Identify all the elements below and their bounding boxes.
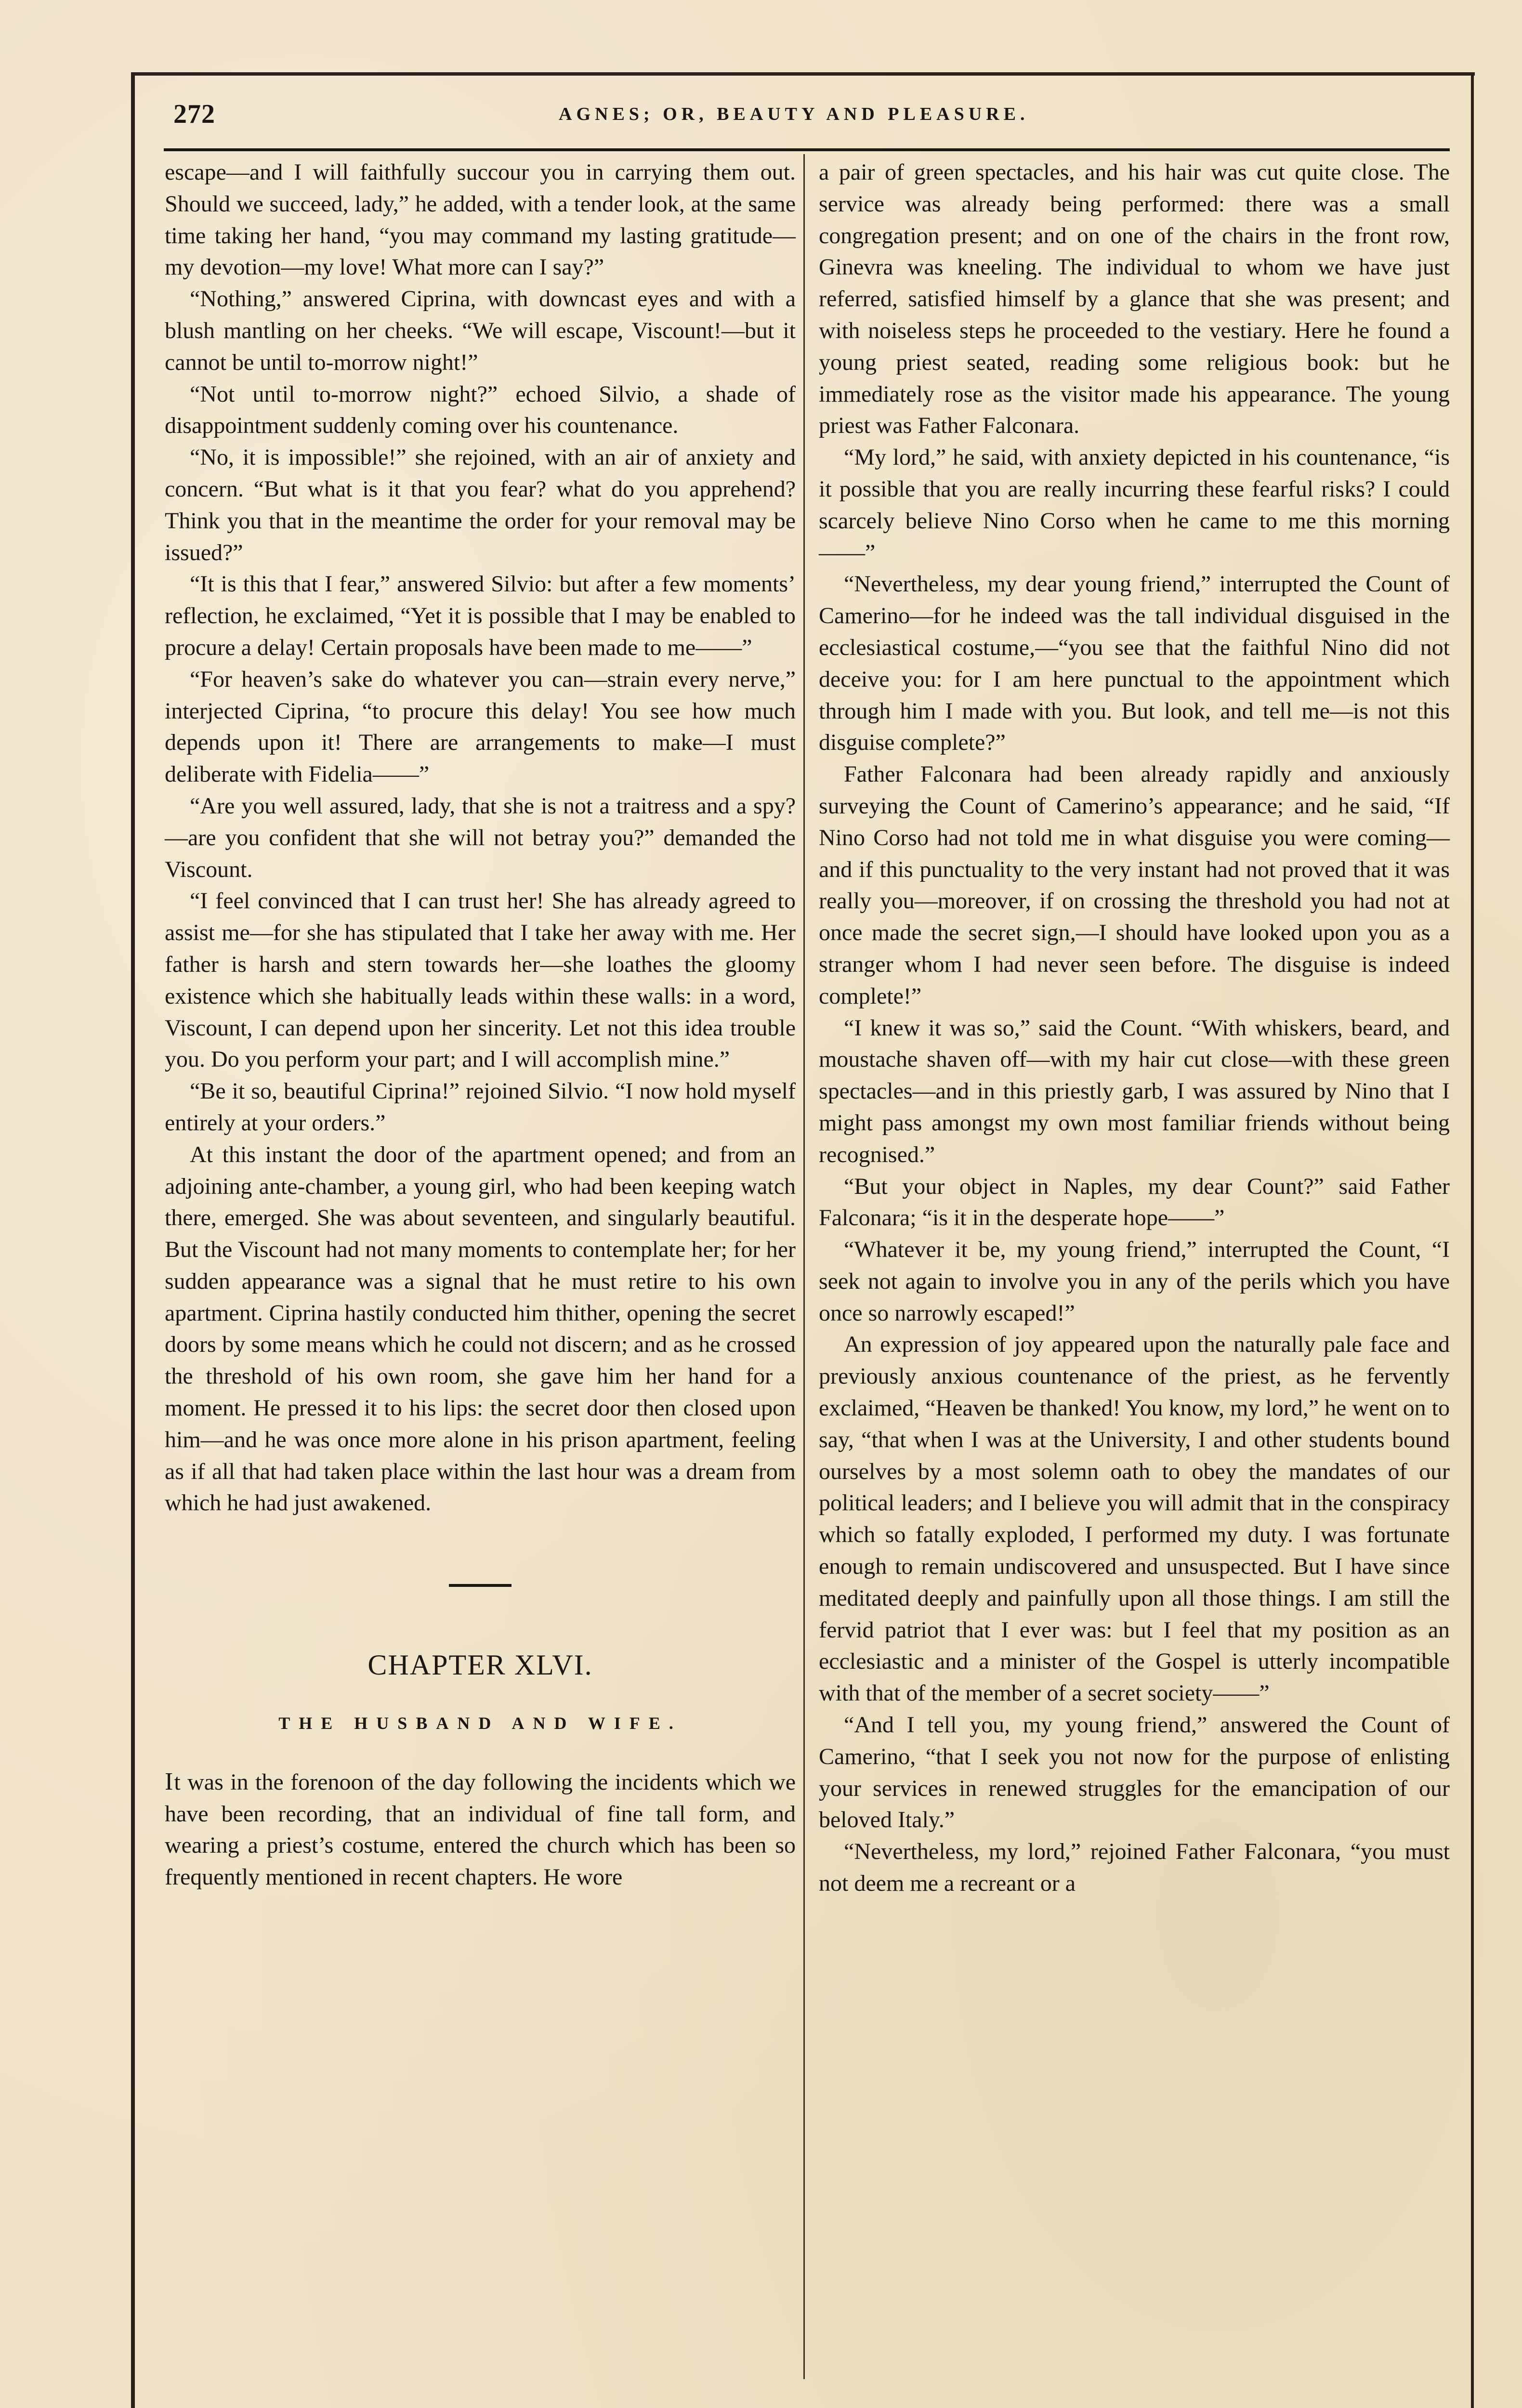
paragraph: “My lord,” he said, with anxiety depicted in his countenance, “is it possible that you are really incurring these fearful risks? I could scarcely believe Nino Corso when he came to me this morning——” (819, 445, 1450, 565)
paragraph: “Nevertheless, my dear young friend,” interrupted the Count of Camerino—for he indeed was the tall individual disguised in the ecclesiastical costume,—“you see that the faithful Nino did not deceive you: for I am here punctual to the appointment which through him I made with you. But look, and tell me—is not this disguise complete?” (819, 571, 1450, 756)
paragraph: escape—and I will faithfully succour you in carrying them out. Should we succeed, lady,” he added, with a tender look, at the same time taking her hand, “you may command my lasting gratitude—my devotion—my love! What more can I say?” (165, 159, 796, 280)
running-head: AGNES; OR, BEAUTY AND PLEASURE. (559, 104, 1029, 124)
paragraph: “Whatever it be, my young friend,” interrupted the Count, “I seek not again to involve you in any of the perils which you have once so narrowly escaped!” (819, 1237, 1450, 1326)
left-column (165, 157, 796, 1893)
chapter-break-rule (449, 1584, 512, 1587)
paragraph: “Not until to-morrow night?” echoed Silvio, a shade of disappointment suddenly coming over his countenance. (165, 381, 796, 439)
paragraph: “No, it is impossible!” she rejoined, with an air of anxiety and concern. “But what is it that you fear? what do you apprehend? Think you that in the meantime the order for your removal may be issued?” (165, 445, 796, 565)
paragraph: “It is this that I fear,” answered Silvio: but after a few moments’ reflection, he exclaimed, “Yet it is possible that I may be enabled to procure a delay! Certain proposals have been made to me——” (165, 571, 796, 660)
chapter-subtitle: THE HUSBAND AND WIFE. (278, 1714, 682, 1733)
paragraph: “For heaven’s sake do whatever you can—strain every nerve,” interjected Ciprina, “to procure this delay! You see how much depends upon it! There are arrangements to make—I must deliberate with Fidelia——” (165, 666, 796, 787)
paragraph: An expression of joy appeared upon the naturally pale face and previously anxious countenance of the priest, as he fervently exclaimed, “Heaven be thanked! You know, my lord,” he went on to say, “that when I was at the University, I and other students bound ourselves by a most solemn oath to obey the mandates of our political leaders; and I believe you will admit that in the conspiracy which so fatally exploded, I performed my duty. I was fortunate enough to remain undiscovered and unsuspected. But I have since meditated deeply and painfully upon all those things. I am still the fervid patriot that I ever was: but I feel that my position as an ecclesiastic and a minister of the Gospel is utterly incompatible with that of the member of a secret society——” (819, 1332, 1450, 1706)
paragraph: “I feel convinced that I can trust her! She has already agreed to assist me—for she has stipulated that I take her away with me. Her father is harsh and stern towards her—she loathes the gloomy existence which she habitually leads within these walls: in a word, Viscount, I can depend upon her sincerity. Let not this idea trouble you. Do you perform your part; and I will accomplish mine.” (165, 888, 796, 1073)
chapter-opening-paragraph: It was in the forenoon of the day following the incidents which we have been recording, that an individual of fine tall form, and wearing a priest’s costume, entered the church which has been so frequently mentioned in recent chapters. He wore (165, 1767, 796, 1890)
column-divider (803, 154, 805, 2379)
paragraph: At this instant the door of the apartment opened; and from an adjoining ante-chamber, a young girl, who had been keeping watch there, emerged. She was about seventeen, and singularly beautiful. But the Viscount had not many moments to contemplate her; for her sudden appearance was a signal that he must retire to his own apartment. Ciprina hastily conducted him thither, opening the secret doors by some means which he could not discern; and as he crossed the threshold of his own room, she gave him her hand for a moment. He pressed it to his lips: the secret door then closed upon him—and he was once more alone in his prison apartment, feeling as if all that had taken place within the last hour was a dream from which he had just awakened. (165, 1141, 796, 1516)
paragraph: “Nevertheless, my lord,” rejoined Father Falconara, “you must not deem me a recreant or a (819, 1839, 1450, 1897)
paragraph: “Be it so, beautiful Ciprina!” rejoined Silvio. “I now hold myself entirely at your orders.” (165, 1078, 796, 1136)
paragraph: a pair of green spectacles, and his hair was cut quite close. The service was already being performed: there was a small congregation present; and on one of the chairs in the front row, Ginevra was kneeling. The individual to whom we have just referred, satisfied himself by a glance that she was present; and with noiseless steps he proceeded to the vestiary. Here he found a young priest seated, reading some religious book: but he immediately rose as the visitor made his appearance. The young priest was Father Falconara. (819, 159, 1450, 439)
chapter-title: CHAPTER XLVI. (367, 1649, 593, 1681)
right-column (819, 157, 1450, 1899)
header-rule (164, 148, 1450, 151)
paragraph: “Nothing,” answered Ciprina, with downcast eyes and with a blush mantling on her cheeks. “We will escape, Viscount!—but it cannot be until to-morrow night!” (165, 286, 796, 375)
paragraph: “And I tell you, my young friend,” answered the Count of Camerino, “that I seek you not now for the purpose of enlisting your services in renewed struggles for the emancipation of our beloved Italy.” (819, 1712, 1450, 1833)
paragraph: “But your object in Naples, my dear Count?” said Father Falconara; “is it in the desperate hope——” (819, 1173, 1450, 1231)
page-frame-top (131, 72, 1475, 76)
paragraph: “Are you well assured, lady, that she is not a traitress and a spy?—are you confident that she will not betray you?” demanded the Viscount. (165, 793, 796, 882)
page-number: 272 (173, 99, 215, 129)
page-frame-right (1471, 72, 1474, 2408)
page-frame-left (131, 72, 135, 2408)
paragraph: “I knew it was so,” said the Count. “With whiskers, beard, and moustache shaven off—with my hair cut close—with these green spectacles—and in this priestly garb, I was assured by Nino that I might pass amongst my own most familiar friends without being recognised.” (819, 1015, 1450, 1167)
paragraph: Father Falconara had been already rapidly and anxiously surveying the Count of Camerino’s appearance; and he said, “If Nino Corso had not told me in what disguise you were coming—and if this punctuality to the very instant had not proved that it was really you—moreover, if on crossing the threshold you had not at once made the secret sign,—I should have looked upon you as a stranger whom I had never seen before. The disguise is indeed complete!” (819, 761, 1450, 1009)
